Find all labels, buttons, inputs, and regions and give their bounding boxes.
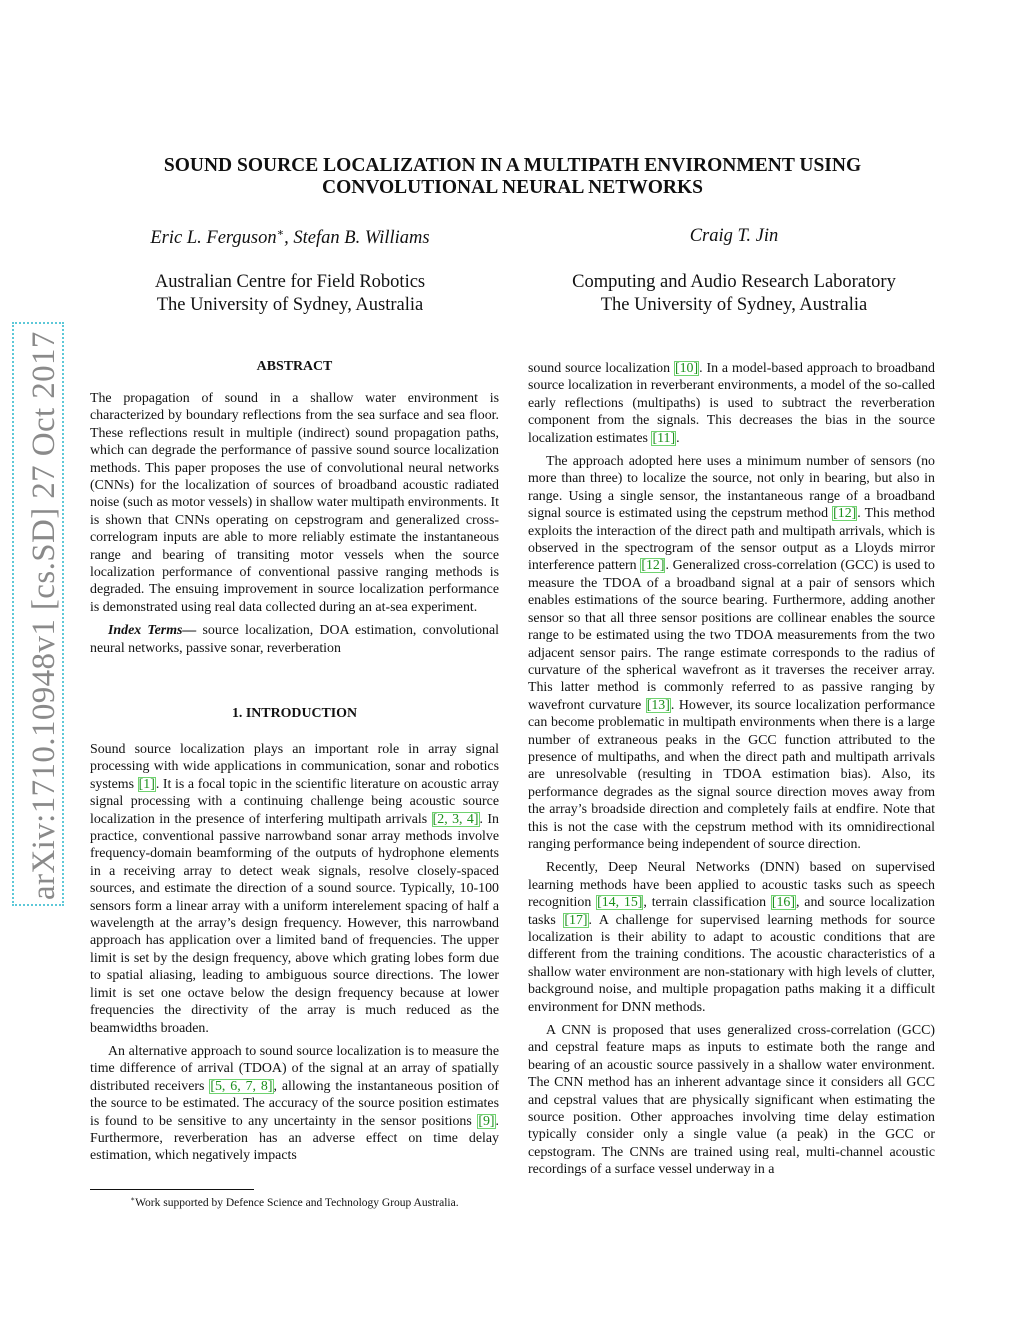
text-run: . However, its source localization performance can become problematic in multipath environments when there is a large number of extraneous peaks in the GCC function attributed to the presence of multipaths, and when the direct path and multipath arrivals are unresolvable (resulting in TDOA estimation bias). Also, its performance degrades as the signal source direction moves away from the array’s broadside direction and completely fails at endfire. Note that this is not the case with the cepstrum method with its omnidirectional ranging performance being independent of source direction. [528,697,935,852]
citation-link[interactable]: [14, 15] [597,895,643,911]
text-run: sound source localization [528,361,674,376]
footnote [90,1195,499,1209]
affiliation-right-line-2: The University of Sydney, Australia [600,294,868,315]
citation-link[interactable]: [17] [564,912,588,928]
introduction-right-column [528,360,935,1185]
intro-paragraph-2 [90,1043,499,1165]
text-run: . Furthermore, reverberation has an adverse effect on time delay estimation, which negatively impacts [90,1113,499,1164]
author-footnote-marker[interactable]: ∗ [276,227,285,239]
citation-link[interactable]: [5, 6, 7, 8] [210,1078,273,1094]
text-run: The approach adopted here uses a minimum number of sensors (no more than three) to localize the source, not only in bearing, but also in range. Using a single sensor, the instantaneous range of a broadband signal source is estimated using the cepstrum method [528,454,935,522]
introduction-left-column [90,741,499,1171]
text-run: Sound source localization plays an important role in array signal processing with wide applications in communication, sonar and robotics systems [90,742,499,792]
right-paragraph-2 [528,453,935,853]
citation-link[interactable]: [11] [652,430,676,446]
footnote-marker: ∗ [130,1196,136,1203]
title-line-2: CONVOLUTIONAL NEURAL NETWORKS [321,177,703,198]
text-run: , and source localization tasks [528,895,936,928]
abstract-heading: ABSTRACT [256,359,333,374]
arxiv-identifier[interactable]: arXiv:1710.10948v1 [cs.SD] 27 Oct 2017 [26,331,62,900]
footnote-text: Work supported by Defence Science and Technology Group Australia. [135,1196,459,1209]
text-run: . It is a focal topic in the scientific literature on acoustic array signal processing with a continuing challenge being acoustic source localization in the presence of interfering multipath arrivals [90,776,499,827]
affiliation-right-line-1: Computing and Audio Research Laboratory [572,272,896,292]
affiliation-right [534,271,934,316]
abstract-text: The propagation of sound in a shallow water environment is characterized by boundary reflections from the sea surface and sea floor. These reflections result in multiple (indirect) sound propagation paths, which can degrade the performance of passive sound source localization methods. This paper proposes the use of convolutional neural networks (CNNs) for the localization of sources of broadband acoustic radiated noise (such as motor vessels) in shallow water multipath environments. It is shown that CNNs operating on cepstrogram and generalized cross-correlogram inputs are able to more reliably estimate the instantaneous range and bearing of transiting motor vessels when the source localization performance of conventional passive ranging methods is degraded. The ensuing improvement in source localization performance is demonstrated using real data collected during an at-sea experiment. [90,391,499,615]
title-line-1: SOUND SOURCE LOCALIZATION IN A MULTIPATH ENVIRONMENT USING [163,155,862,176]
text-run: Recently, Deep Neural Networks (DNN) based on supervised learning methods have been applied to acoustic tasks such as speech recognition [528,860,935,911]
author-name-jin: Craig T. Jin [689,226,779,246]
citation-link[interactable]: [10] [674,361,699,376]
citation-link[interactable]: [13] [646,697,670,713]
author-block-left [90,226,490,316]
author-name-ferguson: Eric L. Ferguson [150,228,277,249]
text-run: . In practice, conventional passive narrowband sonar array methods involve frequency-domain beamforming of the outputs of hydrophone elements in a receiving array to detect weak signals, resolve closely-spaced sources, and estimate the direction of a sound source. Typically, 10-100 sensors form a linear array with a uniform interelement spacing of half a wavelength at the array’s design frequency. However, this narrowband approach has application over a limited band of frequencies. The upper limit is set by the design frequency, above which grating lobes form due to spatial aliasing, leading to ambiguous source directions. The lower limit is set one octave below the design frequency because at lower frequencies the directivity of the array is much reduced as the beamwidths broaden. [90,811,499,1036]
text-run: A CNN is proposed that uses generalized cross-correlation (GCC) and cepstral feature maps as inputs to estimate both the range and bearing of an acoustic source passively in a shallow water environment. The CNN method has an inherent advantage since it considers all GCC and cepstral values that are physically significant when estimating the source position. Other approaches involving time delay estimation typically consider only a single value (a peak) in the GCC or cepstogram. The CNNs are trained using real, multi-channel acoustic recordings of a surface vessel underway in a [528,1023,935,1178]
author-names-left [90,226,490,250]
intro-paragraph-1 [90,741,499,1037]
author-block-right [534,226,934,316]
citation-link[interactable]: [16] [771,895,795,911]
text-run: An alternative approach to sound source localization is to measure the time difference of arrival (TDOA) of the signal at an array of spatially distributed receivers [90,1043,499,1094]
text-run: . [676,430,680,446]
right-paragraph-4 [528,1022,935,1179]
text-run: . Generalized cross-correlation (GCC) is used to measure the TDOA of a broadband signal at a pair of sensors which enables estimations of the source bearing. Furthermore, adding another sensor so that all three sensor positions are collinear enables the source range to be estimated using the two TDOA measurements from the two adjacent sensor pairs. The range estimate corresponds to the radius of curvature of the spherical wavefront as it traverses the receiver array. This latter method is commonly referred to as passive ranging by wavefront curvature [528,558,935,713]
index-terms [90,622,499,657]
citation-link[interactable]: [2, 3, 4] [432,811,479,827]
text-run: , terrain classification [643,895,771,911]
author-name-williams: , Stefan B. Williams [284,228,430,249]
right-paragraph-1 [528,360,935,447]
text-run: , allowing the instantaneous position of the source to be estimated. The accuracy of the source position estimates is found to be sensitive to any uncertainty in the sensor positions [90,1078,499,1129]
text-run: . This method exploits the interaction of the direct path and multipath arrivals, which is observed in the spectrogram of the sensor output as a Lloyds mirror interference pattern [528,506,935,574]
introduction-heading: 1. INTRODUCTION [231,706,358,721]
right-paragraph-3 [528,859,935,1016]
citation-link[interactable]: [12] [833,506,857,522]
citation-link[interactable]: [1] [138,776,155,792]
index-terms-label: Index Terms— [108,623,197,639]
index-terms-text: source localization, DOA estimation, convolutional neural networks, passive sonar, reverberation [90,623,499,656]
text-run: . A challenge for supervised learning methods for source localization is their ability to adapt to acoustic conditions that are different from the training conditions. The acoustic characteristics of a shallow water environment are non-stationary with high levels of clutter, background noise, and multiple propagation paths making it a difficult environment for DNN methods. [528,912,935,1015]
footnote-rule [90,1189,254,1190]
citation-link[interactable]: [9] [478,1113,495,1129]
paper-title [90,155,935,199]
abstract-section [90,390,499,663]
text-run: . In a model-based approach to broadband source localization in reverberant environments, a model of the so-called early reflections (multipaths) is used to subtract the reverberation component from the signals. This decreases the bias in the source localization estimates [528,361,935,446]
affiliation-left-line-1: Australian Centre for Field Robotics [154,272,426,292]
citation-link[interactable]: [12] [641,558,665,574]
affiliation-left [90,271,490,316]
affiliation-left-line-2: The University of Sydney, Australia [156,294,424,315]
